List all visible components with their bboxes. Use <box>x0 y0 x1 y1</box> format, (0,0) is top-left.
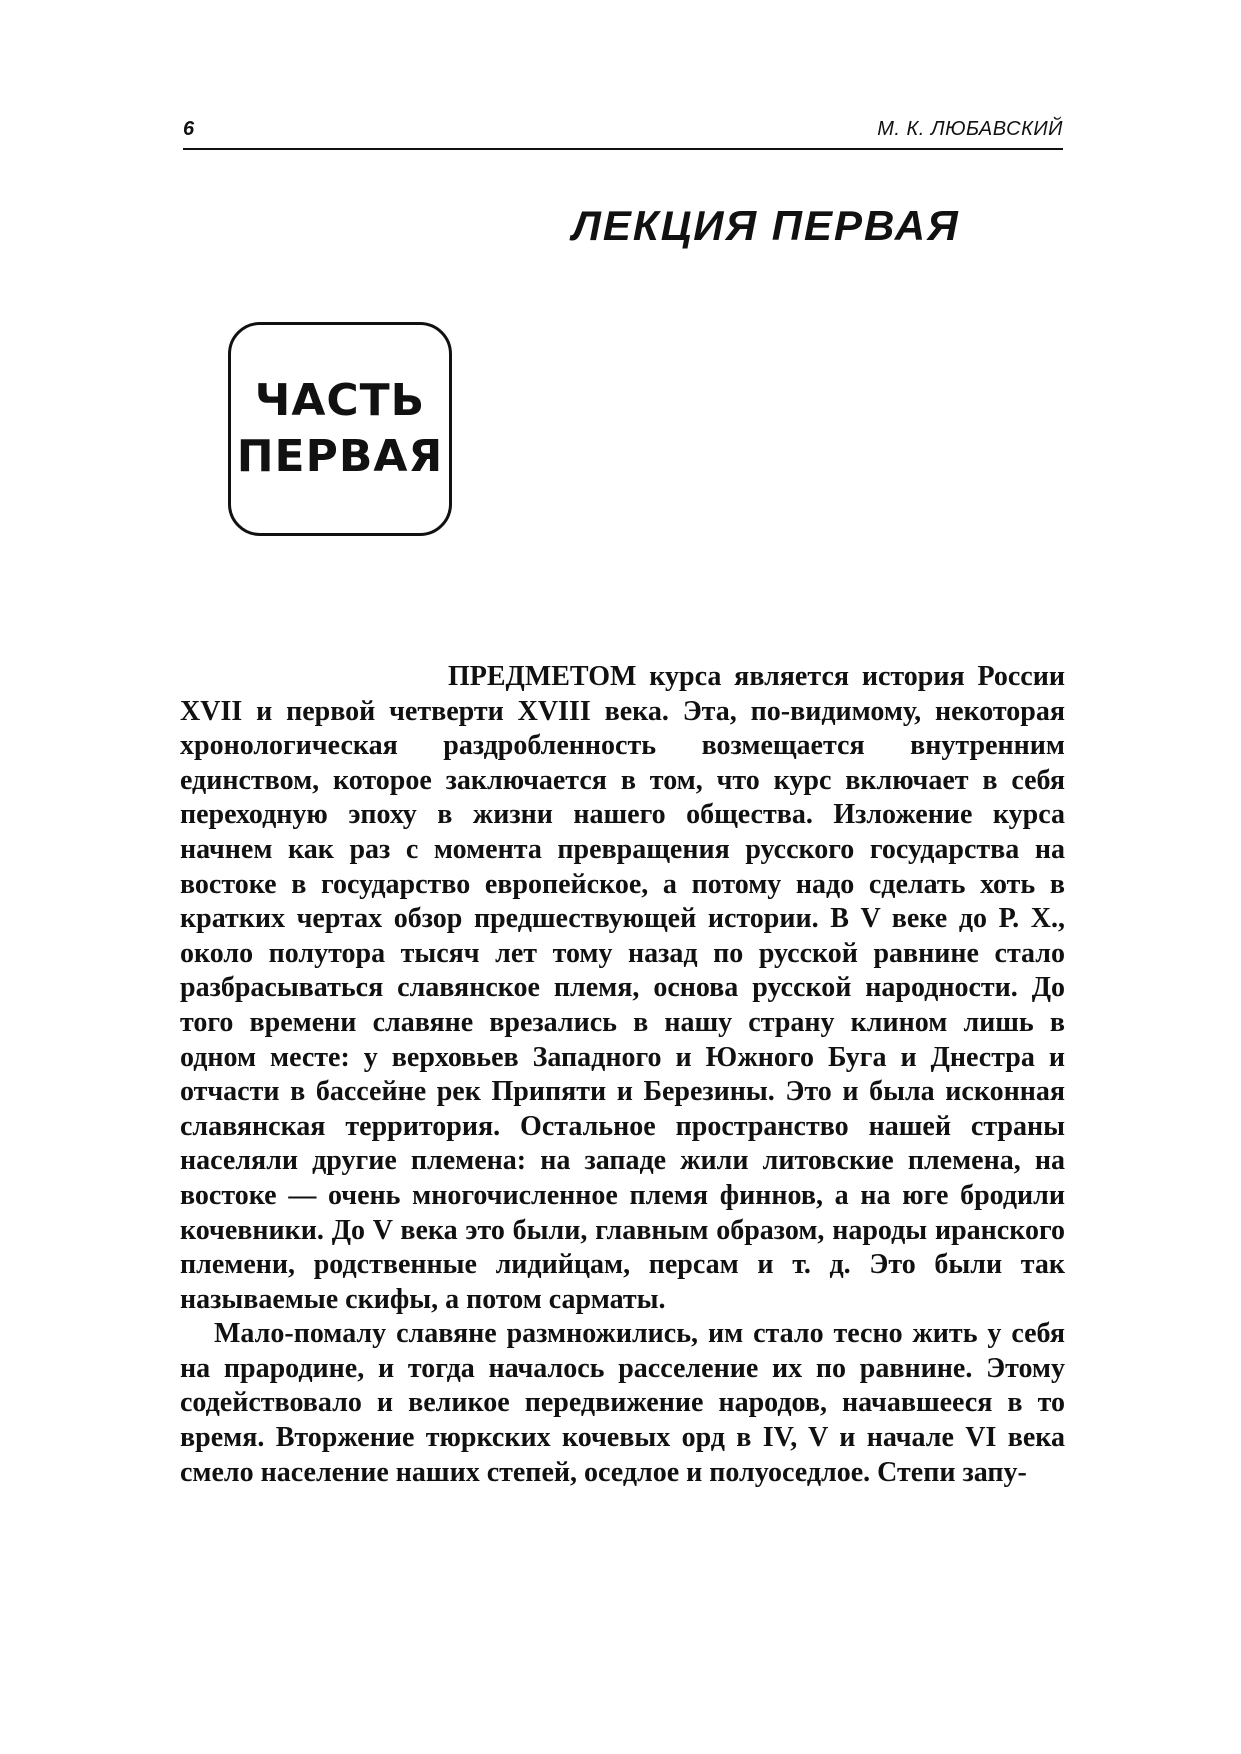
paragraph-2: Мало-помалу славяне размножились, им стало тесно жить у себя на прародине, и тогда началось расселение их по равнине. Этому содействовало и великое передвижение народов, начавшееся в то время. Вторжение тюркских кочевых орд в IV, V и начале VI века смело население наших степей, оседлое и полуоседлое. Степи запу- <box>180 1318 1065 1488</box>
page-number: 6 <box>183 118 195 140</box>
part-label-line-2: ПЕРВАЯ <box>236 431 444 482</box>
part-label-line-1: ЧАСТЬ <box>254 375 426 426</box>
paragraph-1: ПРЕДМЕТОМ курса является история России XVII и первой четверти XVIII века. Эта, по-видимому, некоторая хронологическая раздробленность возмещается внутренним единством, которое заключается в том, что курс включает в себя переходную эпоху в жизни нашего общества. Изложение курса начнем как раз с момента превращения русского государства на востоке в государство европейское, а потому надо сделать хоть в кратких чертах обзор предшествующей истории. В V веке до Р. Х., около полутора тысяч лет тому назад по русской равнине стало разбрасываться славянское племя, основа русской народности. До того времени славяне врезались в нашу страну клином лишь в одном месте: у верховьев Западного и Южного Буга и Днестра и отчасти в бассейне рек Припяти и Березины. Это и была исконная славянская территория. Остальное пространство нашей страны населяли другие племена: на западе жили литовские племена, на востоке — очень многочисленное племя финнов, а на юге бродили кочевники. До V века это были, главным образом, народы иранского племени, родственные лидийцам, персам и т. д. Это были так называемые скифы, а потом сарматы. <box>180 661 1065 1315</box>
part-label-box <box>228 322 452 536</box>
lecture-title: ЛЕКЦИЯ ПЕРВАЯ <box>572 202 960 249</box>
running-header-author: М. К. ЛЮБАВСКИЙ <box>877 118 1063 140</box>
body-text <box>180 660 1065 1490</box>
running-header <box>183 118 1063 150</box>
